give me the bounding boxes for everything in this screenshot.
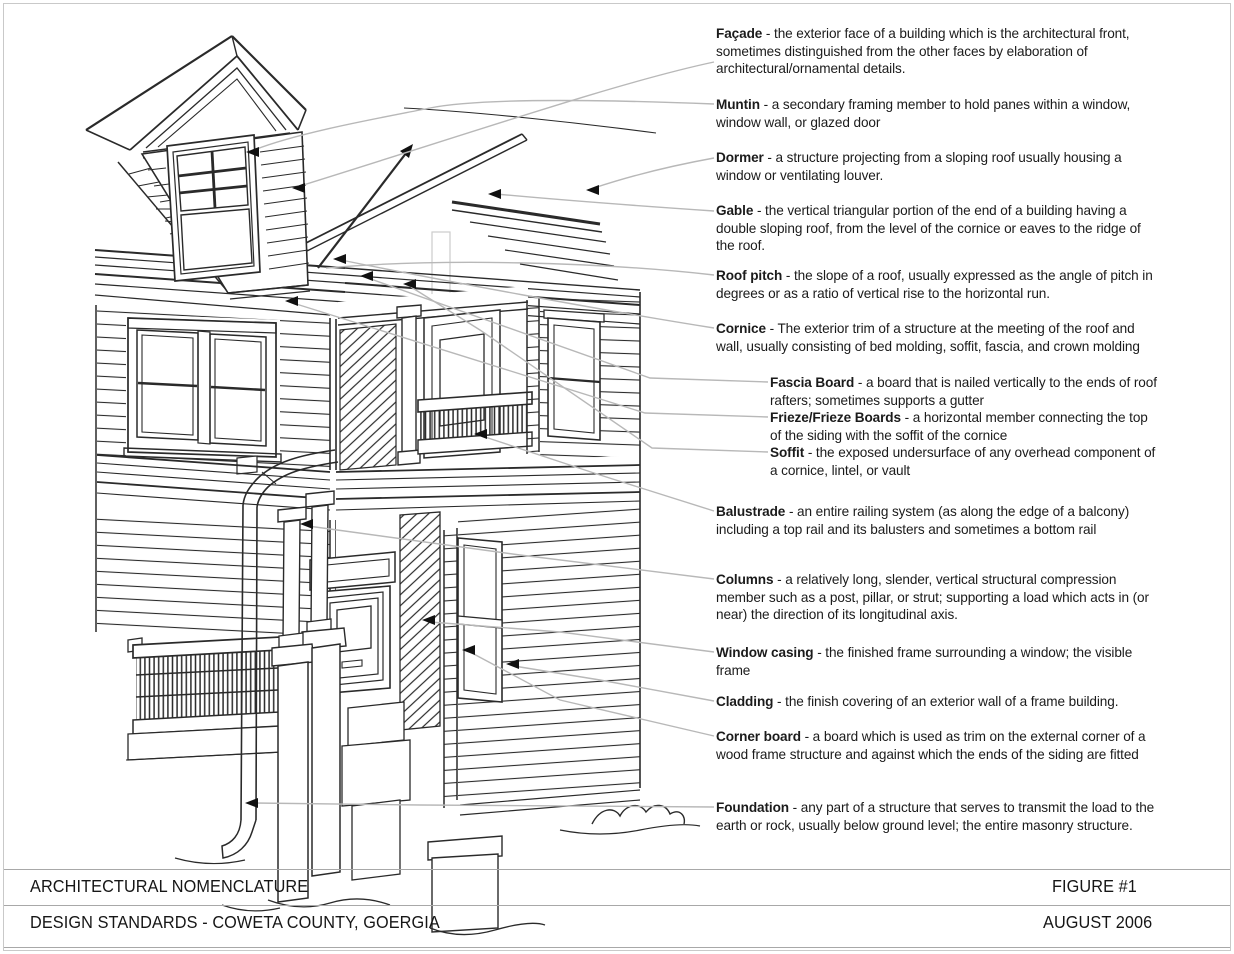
definition-balustrade: [716, 503, 1158, 538]
footer-date: AUGUST 2006: [1043, 912, 1153, 932]
desc-muntin: - a secondary framing member to hold panes within a window, window wall, or glazed door: [716, 97, 1131, 130]
footer-middle-rule: [4, 905, 1230, 906]
term-gable: Gable: [716, 203, 754, 218]
faint-box: [432, 232, 450, 298]
definition-cladding: [716, 693, 1158, 711]
footer-bottom-rule: [4, 947, 1230, 948]
leader-dormer: [594, 158, 714, 188]
upper-right-window: [544, 310, 604, 440]
definition-facade: [716, 25, 1158, 78]
desc-window-casing: - the finished frame surrounding a window; the visible frame: [716, 645, 1133, 678]
leader-gable: [496, 194, 714, 211]
term-facade: Façade: [716, 26, 763, 41]
rocks: [592, 805, 684, 824]
term-fascia-board: Fascia Board: [770, 375, 855, 390]
dormer-window: [167, 135, 260, 281]
arrowhead-cornice: [333, 254, 346, 264]
balcony-balustrade: [418, 392, 532, 454]
desc-frieze-boards: - a horizontal member connecting the top of the siding with the soffit of the cornice: [770, 410, 1148, 443]
arrowhead-foundation: [245, 798, 258, 808]
upper-column: [402, 316, 416, 455]
definition-gable: [716, 202, 1158, 255]
desc-facade: - the exterior face of a building which is the architectural front, sometimes distinguished from the other faces by elaboration of architectural/ornamental details.: [716, 26, 1130, 76]
arrowhead-gable: [488, 189, 501, 199]
definition-foundation: [716, 799, 1158, 834]
definition-muntin: [716, 96, 1158, 131]
upper-porch: [338, 286, 532, 472]
desc-balustrade: - an entire railing system (as along the edge of a balcony) including a top rail and its balusters and sometimes a bottom rail: [716, 504, 1130, 537]
lower-story: [97, 450, 640, 932]
term-window-casing: Window casing: [716, 645, 814, 660]
footer-subtitle: DESIGN STANDARDS - COWETA COUNTY, GOERGIA: [30, 912, 440, 932]
definition-window-casing: [716, 644, 1158, 679]
term-frieze-boards: Frieze/Frieze Boards: [770, 410, 901, 425]
term-foundation: Foundation: [716, 800, 789, 815]
definition-corner-board: [716, 728, 1158, 763]
definition-roof-pitch: [716, 267, 1158, 302]
footer-figure: FIGURE #1: [1052, 876, 1137, 896]
term-cornice: Cornice: [716, 321, 766, 336]
desc-cladding: - the finish covering of an exterior wall of a frame building.: [773, 694, 1119, 709]
desc-gable: - the vertical triangular portion of the end of a building having a double sloping roof, from the level of the cornice or eaves to the ridge of the roof.: [716, 203, 1141, 253]
term-balustrade: Balustrade: [716, 504, 786, 519]
dormer: [86, 36, 310, 299]
desc-columns: - a relatively long, slender, vertical structural compression member such as a post, pillar, or strut; supporting a load which acts in (or near) the direction of its longitudinal axis.: [716, 572, 1149, 622]
definition-soffit: [770, 444, 1158, 479]
definition-fascia-board: [770, 374, 1158, 409]
desc-cornice: - The exterior trim of a structure at the meeting of the roof and wall, usually consisting of bed molding, soffit, fascia, and crown molding: [716, 321, 1140, 354]
corner-board-lower: [444, 528, 457, 808]
arrowhead-dormer: [586, 185, 599, 195]
term-muntin: Muntin: [716, 97, 760, 112]
desc-foundation: - any part of a structure that serves to transmit the load to the earth or rock, usually below ground level; the entire masonry structure.: [716, 800, 1155, 833]
desc-soffit: - the exposed undersurface of any overhead component of a cornice, lintel, or vault: [770, 445, 1156, 478]
term-soffit: Soffit: [770, 445, 805, 460]
lower-right-window: [458, 538, 502, 702]
definition-dormer: [716, 149, 1158, 184]
term-cladding: Cladding: [716, 694, 774, 709]
upper-left-windows: [124, 314, 281, 474]
term-corner-board: Corner board: [716, 729, 801, 744]
definition-columns: [716, 571, 1158, 624]
leader-muntin: [254, 101, 714, 150]
desc-corner-board: - a board which is used as trim on the external corner of a wood frame structure and against which the ends of the siding are fitted: [716, 729, 1146, 762]
term-dormer: Dormer: [716, 150, 764, 165]
footer-title: ARCHITECTURAL NOMENCLATURE: [30, 876, 309, 896]
term-columns: Columns: [716, 572, 774, 587]
desc-roof-pitch: - the slope of a roof, usually expressed as the angle of pitch in degrees or as a ratio of vertical rise to the horizontal run.: [716, 268, 1153, 301]
desc-fascia-board: - a board that is nailed vertically to the ends of roof rafters; sometimes supports a gutter: [770, 375, 1157, 408]
desc-dormer: - a structure projecting from a sloping roof usually housing a window or ventilating louver.: [716, 150, 1122, 183]
arrowhead-fascia: [360, 271, 373, 281]
porch-railing: [126, 637, 284, 760]
upper-column-capital: [397, 305, 421, 318]
term-roof-pitch: Roof pitch: [716, 268, 783, 283]
leader-facade: [300, 62, 714, 186]
definition-frieze-boards: [770, 409, 1158, 444]
footer-top-rule: [4, 869, 1230, 870]
steps: [342, 702, 410, 880]
definition-cornice: [716, 320, 1158, 355]
